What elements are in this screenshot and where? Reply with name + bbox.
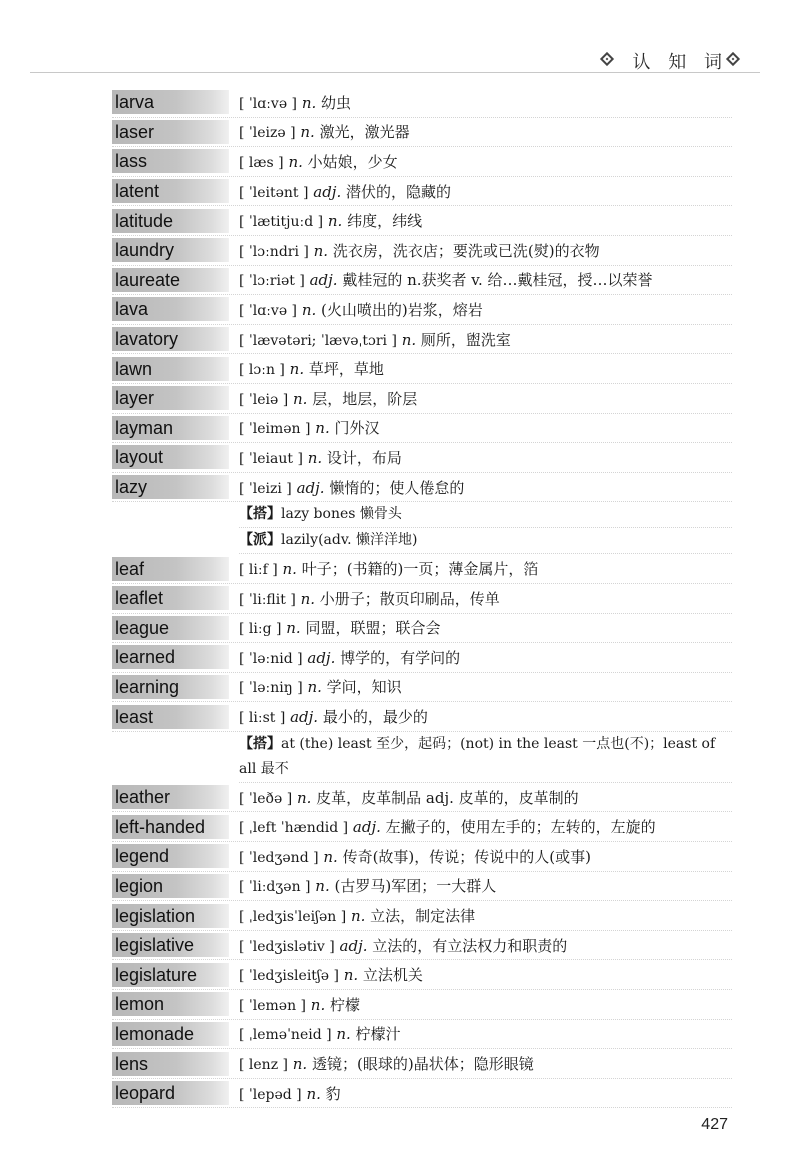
definition-line <box>239 181 451 202</box>
translation: 柠檬汁 <box>355 1025 401 1044</box>
phonetic: [ ˈlemən ] <box>239 997 307 1014</box>
phonetic: [ ˈləːnid ] <box>239 650 303 667</box>
definition-line <box>239 329 511 350</box>
headword: laser <box>112 120 229 144</box>
definition-line <box>239 151 398 172</box>
entry-row <box>112 812 732 842</box>
definition-line <box>239 676 402 697</box>
headword: layout <box>112 445 229 469</box>
note-tag: 【搭】 <box>239 735 281 752</box>
vocab-entry <box>112 783 732 813</box>
definition-line <box>239 706 428 727</box>
headword: lass <box>112 149 229 173</box>
vocab-entry <box>112 295 732 325</box>
headword: leather <box>112 785 229 809</box>
translation: 传奇(故事)，传说；传说中的人(或事) <box>342 847 591 866</box>
translation: 学问，知识 <box>326 678 402 697</box>
definition-line <box>239 905 475 926</box>
phonetic: [ ˈleiaut ] <box>239 450 303 467</box>
headword: lawn <box>112 357 229 381</box>
phonetic: [ lɔːn ] <box>239 362 285 379</box>
vocab-entry <box>112 554 732 584</box>
entry-row <box>112 1049 732 1079</box>
phonetic: [ lenz ] <box>239 1057 288 1074</box>
vocab-entry <box>112 177 732 207</box>
entry-row <box>112 295 732 325</box>
vocab-entry <box>112 901 732 931</box>
vocab-entry <box>112 118 732 148</box>
headword: latent <box>112 179 229 203</box>
page-number: 427 <box>701 1116 728 1133</box>
vocab-entry <box>112 673 732 703</box>
phonetic: [ ˈleizi ] <box>239 480 292 497</box>
definition-line <box>239 588 500 609</box>
translation: 柠檬 <box>330 995 361 1014</box>
entry-row <box>112 414 732 444</box>
part-of-speech: n. <box>292 1055 308 1074</box>
phonetic: [ ˈleðə ] <box>239 790 293 807</box>
definition-line <box>239 121 410 142</box>
phonetic: [ ˈlepəd ] <box>239 1086 302 1103</box>
part-of-speech: adj. <box>309 271 338 290</box>
entry-row <box>112 473 732 503</box>
phonetic: [ ˈledʒisleitʃə ] <box>239 968 339 985</box>
entry-row <box>112 702 732 732</box>
definition-line <box>239 299 483 320</box>
vocab-entry <box>112 614 732 644</box>
translation: 透镜；(眼球的)晶状体；隐形眼镜 <box>311 1055 534 1074</box>
entry-row <box>112 1079 732 1109</box>
translation: 门外汉 <box>334 419 380 438</box>
part-of-speech: n. <box>323 847 338 866</box>
definition-line <box>239 787 579 808</box>
definition-line <box>239 964 423 985</box>
definition-line <box>239 617 440 638</box>
headword: learned <box>112 645 229 669</box>
entry-row <box>112 443 732 473</box>
part-of-speech: n. <box>336 1025 351 1044</box>
headword: leaflet <box>112 586 229 610</box>
part-of-speech: adj. <box>296 478 325 497</box>
definition-line <box>239 92 351 113</box>
entry-row <box>112 614 732 644</box>
headword: lava <box>112 297 229 321</box>
part-of-speech: n. <box>288 152 303 171</box>
definition-line <box>239 358 384 379</box>
phonetic: [ ˈleimən ] <box>239 421 311 438</box>
entry-row <box>112 783 732 813</box>
entry-row <box>112 325 732 355</box>
definition-line <box>239 875 496 896</box>
definition-line <box>239 447 402 468</box>
translation: 懒惰的；使人倦怠的 <box>329 478 465 497</box>
part-of-speech: n. <box>350 907 366 926</box>
phonetic: [ ˌleft ˈhændid ] <box>239 820 349 837</box>
translation: 叶子；(书籍的)一页；薄金属片，箔 <box>301 560 539 579</box>
vocab-entry <box>112 931 732 961</box>
headword: learning <box>112 675 229 699</box>
entry-row <box>112 177 732 207</box>
part-of-speech: adj. <box>307 648 336 667</box>
entry-row <box>112 584 732 614</box>
translation: 皮革，皮革制品 adj. 皮革的，皮革制的 <box>316 788 579 807</box>
headword: layer <box>112 386 229 410</box>
entry-row <box>112 842 732 872</box>
part-of-speech: n. <box>282 560 297 579</box>
part-of-speech: n. <box>315 877 330 896</box>
diamond-icon <box>600 52 614 66</box>
part-of-speech: n. <box>292 389 308 408</box>
part-of-speech: n. <box>343 966 359 985</box>
definition-line <box>239 1023 401 1044</box>
entry-row <box>112 872 732 902</box>
translation: 小册子；散页印刷品，传单 <box>319 589 500 608</box>
translation: 洗衣房，洗衣店；要洗或已洗(熨)的衣物 <box>332 241 600 260</box>
phonetic: [ liːst ] <box>239 710 286 727</box>
definition-line <box>239 269 653 290</box>
diamond-icon <box>726 52 740 66</box>
headword: latitude <box>112 209 229 233</box>
vocab-entry <box>112 88 732 118</box>
entry-row <box>112 960 732 990</box>
vocab-entry <box>112 842 732 872</box>
translation: 纬度，纬线 <box>347 212 423 231</box>
headword: legislative <box>112 933 229 957</box>
part-of-speech: n. <box>301 93 317 112</box>
part-of-speech: adj. <box>339 936 368 955</box>
part-of-speech: n. <box>296 788 312 807</box>
entry-row <box>112 266 732 296</box>
part-of-speech: n. <box>307 678 322 697</box>
translation: (火山喷出的)岩浆，熔岩 <box>321 300 483 319</box>
definition-line <box>239 1053 534 1074</box>
headword: least <box>112 705 229 729</box>
translation: 同盟，联盟；联合会 <box>305 619 441 638</box>
translation: 设计，布局 <box>326 448 402 467</box>
phonetic: [ liːf ] <box>239 562 278 579</box>
headword: lavatory <box>112 327 229 351</box>
vocab-entry <box>112 990 732 1020</box>
note-text: lazy bones 懒骨头 <box>281 506 402 523</box>
note-text: lazily(adv. 懒洋洋地) <box>281 532 418 549</box>
vocab-entry <box>112 354 732 384</box>
headword: legion <box>112 874 229 898</box>
translation: 草坪，草地 <box>308 360 384 379</box>
headword: lens <box>112 1052 229 1076</box>
part-of-speech: n. <box>306 1084 321 1103</box>
vocabulary-list <box>112 88 732 1108</box>
definition-line <box>239 477 464 498</box>
translation: 博学的，有学问的 <box>340 648 461 667</box>
translation: 豹 <box>325 1084 341 1103</box>
vocab-entry <box>112 414 732 444</box>
vocab-entry <box>112 1079 732 1109</box>
headword: legend <box>112 844 229 868</box>
note-tag: 【搭】 <box>239 506 281 523</box>
vocab-entry <box>112 872 732 902</box>
entry-row <box>112 990 732 1020</box>
phonetic: [ ˌleməˈneid ] <box>239 1027 332 1044</box>
vocab-entry <box>112 266 732 296</box>
vocab-entry <box>112 473 732 555</box>
definition-line <box>239 240 600 261</box>
phonetic: [ ˈlætitjuːd ] <box>239 214 324 231</box>
part-of-speech: n. <box>300 123 315 142</box>
vocab-entry <box>112 206 732 236</box>
vocab-entry <box>112 1049 732 1079</box>
headword: left-handed <box>112 815 229 839</box>
headword: laureate <box>112 268 229 292</box>
phonetic: [ ˈləːniŋ ] <box>239 680 303 697</box>
phonetic: [ ˈledʒislətiv ] <box>239 938 335 955</box>
part-of-speech: n. <box>289 360 305 379</box>
entry-row <box>112 88 732 118</box>
part-of-speech: n. <box>286 619 301 638</box>
phonetic: [ ˈlævətəri; ˈlævəˌtɔri ] <box>239 332 397 349</box>
phonetic: [ ˈlɑːvə ] <box>239 95 298 112</box>
part-of-speech: n. <box>301 300 317 319</box>
headword: legislation <box>112 904 229 928</box>
vocab-entry <box>112 960 732 990</box>
definition-line <box>239 935 567 956</box>
definition-line <box>239 210 422 231</box>
note-tag: 【派】 <box>239 532 281 549</box>
headword: layman <box>112 416 229 440</box>
definition-line <box>239 417 380 438</box>
translation: 立法，制定法律 <box>370 907 476 926</box>
entry-row <box>112 236 732 266</box>
phonetic: [ ˈliːflit ] <box>239 591 296 608</box>
phonetic: [ ˈledʒənd ] <box>239 849 319 866</box>
translation: 激光，激光器 <box>319 123 410 142</box>
phonetic: [ ˈlɔːriət ] <box>239 273 305 290</box>
translation: 小姑娘，少女 <box>307 152 398 171</box>
translation: 立法机关 <box>362 966 423 985</box>
entry-row <box>112 931 732 961</box>
note-text: at (the) least 至少，起码；(not) in the least 一点也(不)；least of all 最不 <box>239 735 716 777</box>
definition-line <box>239 647 460 668</box>
part-of-speech: adj. <box>313 182 342 201</box>
phonetic: [ ˌledʒisˈleiʃən ] <box>239 909 347 926</box>
phonetic: [ ˈlɑːvə ] <box>239 302 298 319</box>
headword: legislature <box>112 963 229 987</box>
vocab-entry <box>112 325 732 355</box>
phonetic: [ ˈlɔːndri ] <box>239 243 309 260</box>
entry-row <box>112 354 732 384</box>
translation: 层，地层，阶层 <box>312 389 418 408</box>
phonetic: [ ˈleiə ] <box>239 391 289 408</box>
definition-line <box>239 994 360 1015</box>
definition-line <box>239 816 656 837</box>
vocab-entry <box>112 702 732 783</box>
headword: lemon <box>112 992 229 1016</box>
phonetic: [ læs ] <box>239 154 284 171</box>
part-of-speech: n. <box>327 212 343 231</box>
headword: larva <box>112 90 229 114</box>
headword: league <box>112 616 229 640</box>
translation: (古罗马)军团；一大群人 <box>334 877 497 896</box>
vocab-entry <box>112 812 732 842</box>
translation: 左撇子的，使用左手的；左转的，左旋的 <box>385 818 656 837</box>
entry-row <box>112 554 732 584</box>
headword: lemonade <box>112 1022 229 1046</box>
vocab-entry <box>112 643 732 673</box>
entry-row <box>112 384 732 414</box>
part-of-speech: n. <box>310 995 326 1014</box>
translation: 立法的，有立法权力和职责的 <box>372 936 568 955</box>
usage-note <box>239 502 732 528</box>
vocab-entry <box>112 443 732 473</box>
vocab-entry <box>112 384 732 414</box>
translation: 厕所，盥洗室 <box>420 330 511 349</box>
entry-row <box>112 206 732 236</box>
vocab-entry <box>112 147 732 177</box>
headword: laundry <box>112 238 229 262</box>
running-header-title: 认 知 词 <box>632 52 728 73</box>
part-of-speech: n. <box>401 330 417 349</box>
phonetic: [ ˈliːdʒən ] <box>239 879 311 896</box>
definition-line <box>239 558 538 579</box>
part-of-speech: adj. <box>352 818 381 837</box>
translation: 戴桂冠的 n.获奖者 v. 给…戴桂冠，授…以荣誉 <box>342 271 653 290</box>
definition-line <box>239 388 417 409</box>
definition-line <box>239 846 591 867</box>
part-of-speech: n. <box>307 448 323 467</box>
headword: leopard <box>112 1081 229 1105</box>
translation: 最小的，最少的 <box>322 708 428 727</box>
headword: lazy <box>112 475 229 499</box>
part-of-speech: n. <box>300 589 316 608</box>
entry-row <box>112 118 732 148</box>
vocab-entry <box>112 236 732 266</box>
entry-row <box>112 1020 732 1050</box>
vocab-entry <box>112 1020 732 1050</box>
part-of-speech: n. <box>315 419 330 438</box>
entry-row <box>112 901 732 931</box>
usage-note <box>239 732 732 783</box>
phonetic: [ ˈleizə ] <box>239 125 296 142</box>
vocab-entry <box>112 584 732 614</box>
entry-row <box>112 673 732 703</box>
phonetic: [ liːg ] <box>239 621 282 638</box>
part-of-speech: n. <box>313 241 329 260</box>
definition-line <box>239 1083 341 1104</box>
part-of-speech: adj. <box>290 708 319 727</box>
entry-row <box>112 643 732 673</box>
translation: 潜伏的，隐藏的 <box>346 182 452 201</box>
headword: leaf <box>112 557 229 581</box>
phonetic: [ ˈleitənt ] <box>239 184 309 201</box>
translation: 幼虫 <box>321 93 352 112</box>
entry-row <box>112 147 732 177</box>
usage-note <box>239 528 732 554</box>
